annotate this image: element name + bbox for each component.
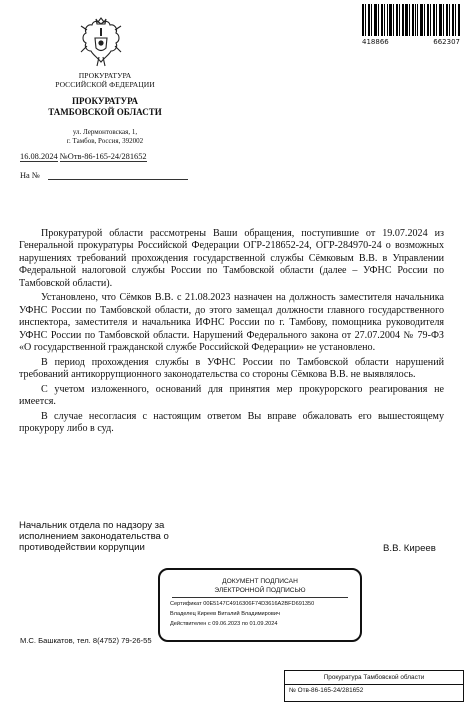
registration-stamp-number: № Отв-86-165-24/281652 [289,687,364,694]
reference-number-blank [48,170,188,180]
stamp-title-2: ЭЛЕКТРОННОЙ ПОДПИСЬЮ [214,587,306,594]
registration-stamp-org: Прокуратура Тамбовской области [323,674,425,681]
body-paragraph-2: Установлено, что Сёмков В.В. с 21.08.2023 назначен на должность заместителя начальника УФНС России по Тамбовской области, до этого замещал должности главного государственного инспектора, заместителя и начальника ИФНС России по г. Тамбову, помощника руководителя УФНС России по Тамбовской области. Нарушений Федерального закона от 27.07.2004 № 79-ФЗ «О государственной гражданской службе Российской Федерации» не установлено. [19,292,444,353]
org-name-big-1: ПРОКУРАТУРА [72,96,138,106]
letter-body [19,228,444,438]
registration-line [20,152,147,161]
barcode [362,4,460,36]
address-line-1: ул. Лермонтовская, 1, [72,128,138,136]
registration-date: 16.08.2024 [20,152,58,161]
reference-number-line [20,170,188,180]
registration-stamp [284,670,464,702]
registration-number: Отв-86-165-24/281652 [67,152,147,161]
stamp-validity: Действителен с 09.06.2023 по 01.09.2024 [170,621,278,627]
reference-number-label: На № [20,171,40,180]
signatory-position-line-3: противодействии коррупции [19,542,145,553]
registration-number-label: № [59,152,68,161]
coat-of-arms-emblem [78,16,124,68]
signatory-position-line-2: исполнением законодательства о [19,531,169,542]
barcode-number [362,38,460,46]
executor-contact: М.С. Башкатов, тел. 8(4752) 79-26-55 [20,636,152,645]
signatory-position [19,520,209,553]
signatory-name: В.В. Киреев [383,543,436,554]
stamp-title-1: ДОКУМЕНТ ПОДПИСАН [222,578,298,585]
stamp-divider [172,597,348,598]
body-paragraph-5: В случае несогласия с настоящим ответом Вы вправе обжаловать его вышестоящему прокурору либо в суд. [19,410,444,435]
body-paragraph-1: Прокуратурой области рассмотрены Ваши обращения, поступившие от 19.07.2024 из Генеральной прокуратуры Российской Федерации ОГР-218652-24, ОГР-284970-24 о возможных нарушениях требований прохождения государственной службы Сёмковым В.В. в Управлении Федеральной налоговой службы России по Тамбовской области (далее – УФНС России по Тамбовской области). [19,228,444,289]
signatory-position-line-1: Начальник отдела по надзору за [19,520,165,531]
electronic-signature-stamp [158,568,362,642]
org-name-small-1: ПРОКУРАТУРА [78,71,132,80]
barcode-number-right: 662307 [433,38,460,46]
barcode-number-left: 418866 [362,38,389,46]
org-name-big-2: ТАМБОВСКОЙ ОБЛАСТИ [48,107,162,117]
body-paragraph-3: В период прохождения службы в УФНС России по Тамбовской области нарушений требований антикоррупционного законодательства со стороны Сёмкова В.В. не выявлялось. [19,356,444,381]
org-name-small-2: РОССИЙСКОЙ ФЕДЕРАЦИИ [55,80,155,89]
body-paragraph-4: С учетом изложенного, оснований для принятия мер прокурорского реагирования не имеется. [19,383,444,408]
address-line-2: г. Тамбов, Россия, 392002 [66,137,144,145]
stamp-certificate: Сертификат 00E5147C4916306F74D3616A2BFD691350 [170,601,315,607]
stamp-owner: Владелец Киреев Виталий Владимирович [170,611,280,617]
registration-stamp-divider [285,684,463,685]
